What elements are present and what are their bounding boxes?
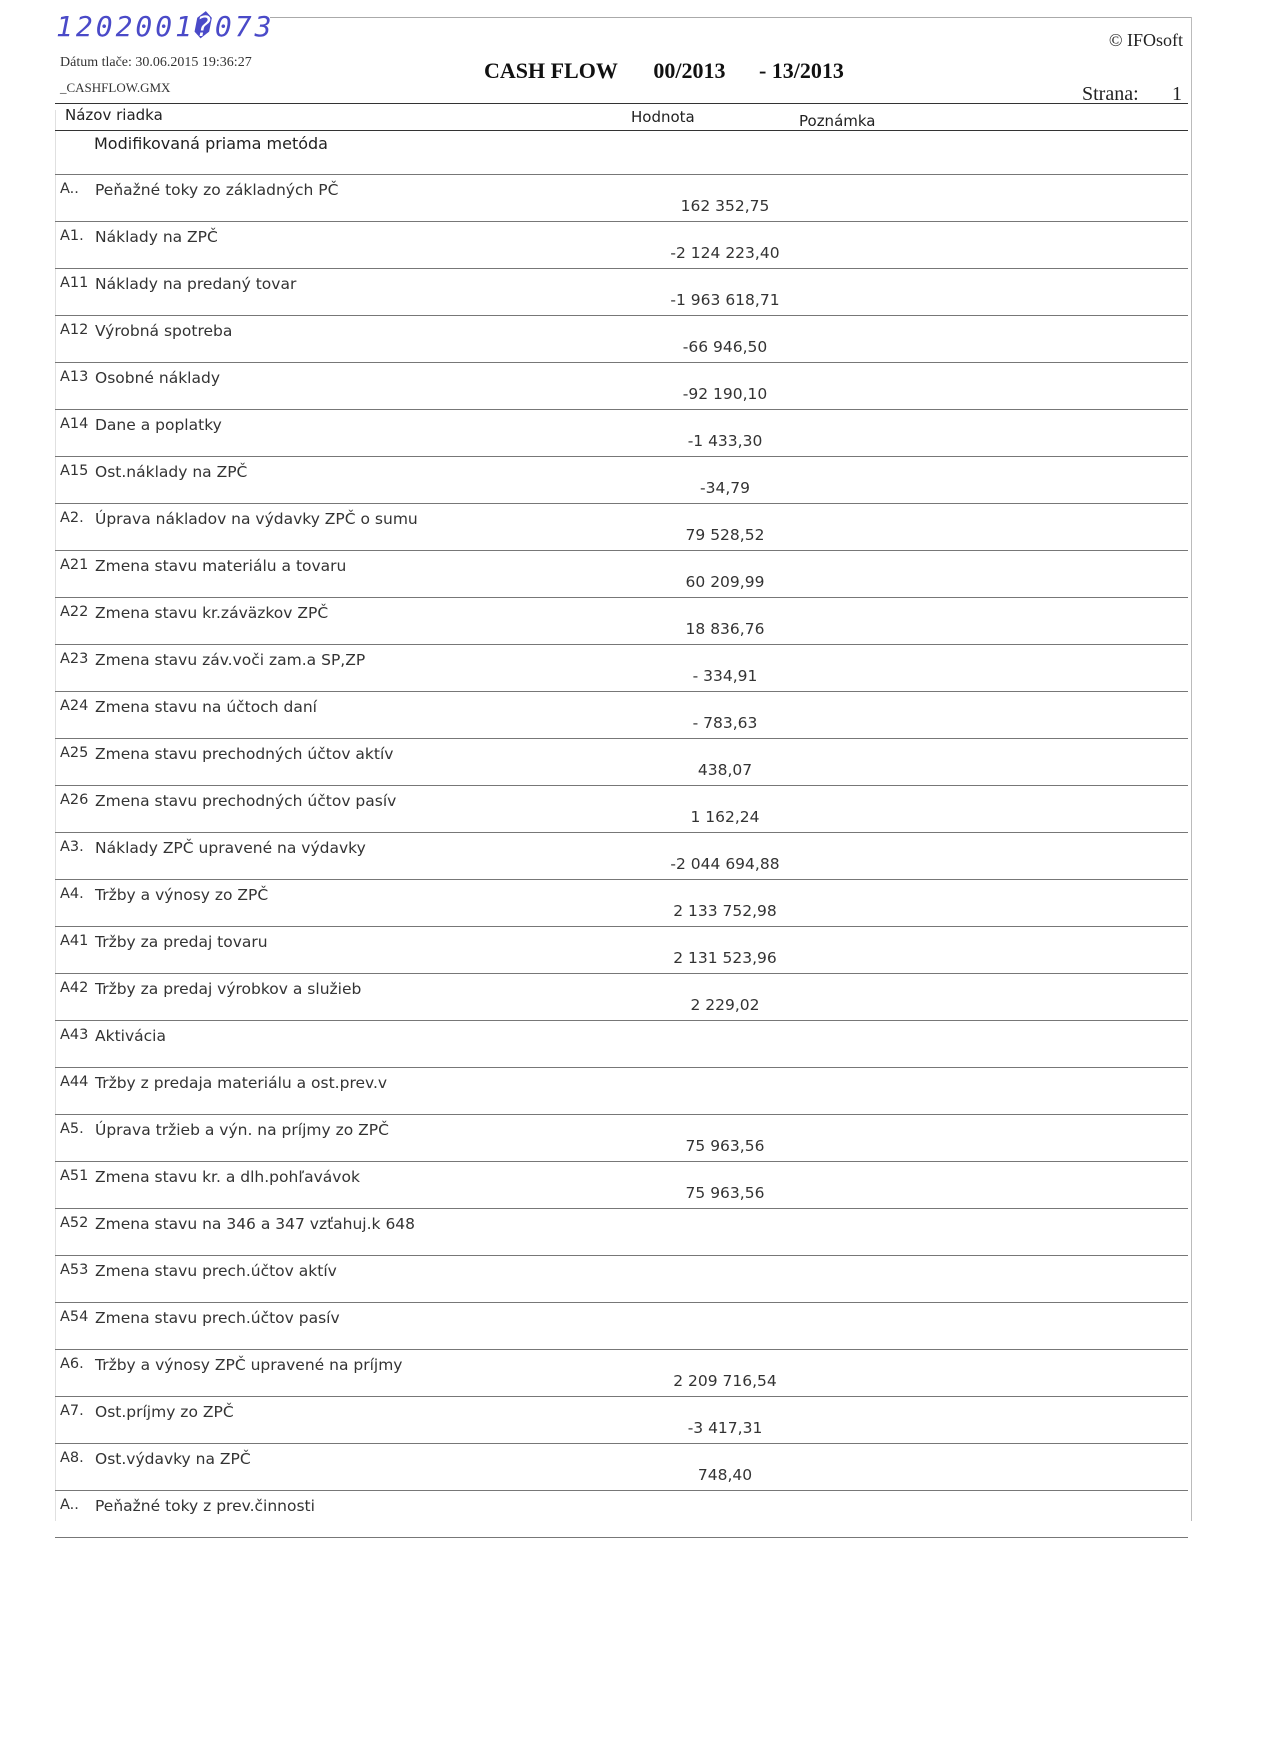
row-label: Tržby a výnosy zo ZPČ [95,886,269,904]
row-code: A25 [60,745,89,761]
table-row [55,1255,1188,1302]
table-row [55,973,1188,1020]
period-from: 00/2013 [653,58,726,83]
row-code: A21 [60,557,89,573]
row-label: Tržby a výnosy ZPČ upravené na príjmy [95,1356,403,1374]
row-label: Peňažné toky z prev.činnosti [95,1497,315,1515]
row-code: A5. [60,1121,84,1137]
row-label: Zmena stavu prech.účtov pasív [95,1309,340,1327]
table-row [55,691,1188,738]
column-header-value: Hodnota [631,108,695,126]
row-code: A7. [60,1403,84,1419]
row-code: A15 [60,463,89,479]
table-row [55,1161,1188,1208]
row-value: 2 133 752,98 [673,902,777,920]
row-label: Tržby za predaj výrobkov a služieb [95,980,362,998]
row-code: A6. [60,1356,84,1372]
row-label: Úprava nákladov na výdavky ZPČ o sumu [95,510,418,528]
row-label: Náklady ZPČ upravené na výdavky [95,839,366,857]
row-label: Aktivácia [95,1027,166,1045]
row-value: 75 963,56 [685,1184,765,1202]
row-code: A23 [60,651,89,667]
table-row [55,926,1188,973]
row-code: A52 [60,1215,89,1231]
row-code: A54 [60,1309,89,1325]
table-row [55,315,1188,362]
column-header-rule [55,130,1188,131]
row-code: A12 [60,322,89,338]
table-row [55,221,1188,268]
row-label: Úprava tržieb a výn. na príjmy zo ZPČ [95,1121,389,1139]
row-value: 60 209,99 [685,573,765,591]
row-code: A4. [60,886,84,902]
method-label: Modifikovaná priama metóda [94,134,328,153]
row-value: 18 836,76 [685,620,765,638]
row-label: Výrobná spotreba [95,322,233,340]
table-row [55,832,1188,879]
row-label: Zmena stavu na účtoch daní [95,698,317,716]
table-row [55,738,1188,785]
row-value: - 334,91 [692,667,758,685]
period-to: - 13/2013 [758,58,844,83]
row-value: -2 124 223,40 [670,244,780,262]
row-code: A53 [60,1262,89,1278]
row-label: Zmena stavu na 346 a 347 vzťahuj.k 648 [95,1215,416,1233]
table-row [55,1020,1188,1067]
row-value: - 783,63 [692,714,758,732]
row-code: A1. [60,228,84,244]
cashflow-table [55,174,1188,1539]
row-code: A43 [60,1027,89,1043]
row-code: A22 [60,604,89,620]
row-value: -2 044 694,88 [670,855,780,873]
handwritten-stamp: 1202001�073 [56,10,275,43]
row-value: -92 190,10 [682,385,768,403]
table-row [55,1443,1188,1490]
row-label: Osobné náklady [95,369,220,387]
page-label: Strana: [1082,83,1139,105]
row-label: Náklady na predaný tovar [95,275,297,293]
table-row [55,1067,1188,1114]
row-label: Peňažné toky zo základných PČ [95,181,339,199]
title-text: CASH FLOW [484,58,618,83]
table-row [55,644,1188,691]
row-code: A13 [60,369,89,385]
file-name: _CASHFLOW.GMX [60,80,171,95]
row-label: Zmena stavu kr.záväzkov ZPČ [95,604,329,622]
row-value: 438,07 [697,761,753,779]
row-value: 2 209 716,54 [673,1372,777,1390]
table-row [55,362,1188,409]
row-label: Ost.príjmy zo ZPČ [95,1403,234,1421]
table-row [55,597,1188,644]
row-code: A11 [60,275,89,291]
row-code: A.. [60,181,79,197]
row-value: 1 162,24 [690,808,760,826]
table-row [55,879,1188,926]
row-code: A51 [60,1168,89,1184]
row-code: A42 [60,980,89,996]
row-label: Náklady na ZPČ [95,228,218,246]
row-value: -3 417,31 [687,1419,763,1437]
table-row [55,1396,1188,1443]
row-label: Zmena stavu prechodných účtov pasív [95,792,397,810]
table-row [55,1114,1188,1161]
row-code: A8. [60,1450,84,1466]
row-value: 748,40 [697,1466,753,1484]
table-bottom-rule [55,1537,1188,1539]
table-row [55,174,1188,221]
row-label: Zmena stavu kr. a dlh.pohľavávok [95,1168,360,1186]
row-value: 79 528,52 [685,526,765,544]
table-row [55,1490,1188,1537]
row-code: A44 [60,1074,89,1090]
row-code: A26 [60,792,89,808]
row-value: -1 963 618,71 [670,291,780,309]
row-code: A14 [60,416,89,432]
row-label: Zmena stavu materiálu a tovaru [95,557,347,575]
column-header-name: Názov riadka [65,106,163,124]
table-row [55,785,1188,832]
print-date: Dátum tlače: 30.06.2015 19:36:27 [60,55,252,70]
table-row [55,1349,1188,1396]
table-row [55,503,1188,550]
report-title [484,58,844,84]
row-label: Tržby za predaj tovaru [95,933,268,951]
row-label: Zmena stavu záv.voči zam.a SP,ZP [95,651,366,669]
row-value: 2 131 523,96 [673,949,777,967]
row-value: -66 946,50 [682,338,768,356]
row-value: -1 433,30 [687,432,763,450]
row-value: 75 963,56 [685,1137,765,1155]
row-code: A2. [60,510,84,526]
row-label: Tržby z predaja materiálu a ost.prev.v [95,1074,388,1092]
row-label: Zmena stavu prechodných účtov aktív [95,745,394,763]
row-value: 2 229,02 [690,996,760,1014]
row-code: A3. [60,839,84,855]
header-rule [55,103,1188,104]
row-code: A24 [60,698,89,714]
table-row [55,268,1188,315]
table-row [55,456,1188,503]
row-label: Zmena stavu prech.účtov aktív [95,1262,337,1280]
frame-top-rule [270,17,1191,18]
row-label: Ost.výdavky na ZPČ [95,1450,251,1468]
row-label: Dane a poplatky [95,416,222,434]
row-code: A.. [60,1497,79,1513]
column-header-note: Poznámka [799,112,876,130]
row-label: Ost.náklady na ZPČ [95,463,248,481]
table-row [55,1302,1188,1349]
table-row [55,550,1188,597]
copyright-text: © IFOsoft [1108,30,1183,50]
table-row [55,409,1188,456]
table-row [55,1208,1188,1255]
row-value: 162 352,75 [680,197,770,215]
row-code: A41 [60,933,89,949]
page-number: 1 [1172,83,1182,105]
row-value: -34,79 [700,479,750,497]
